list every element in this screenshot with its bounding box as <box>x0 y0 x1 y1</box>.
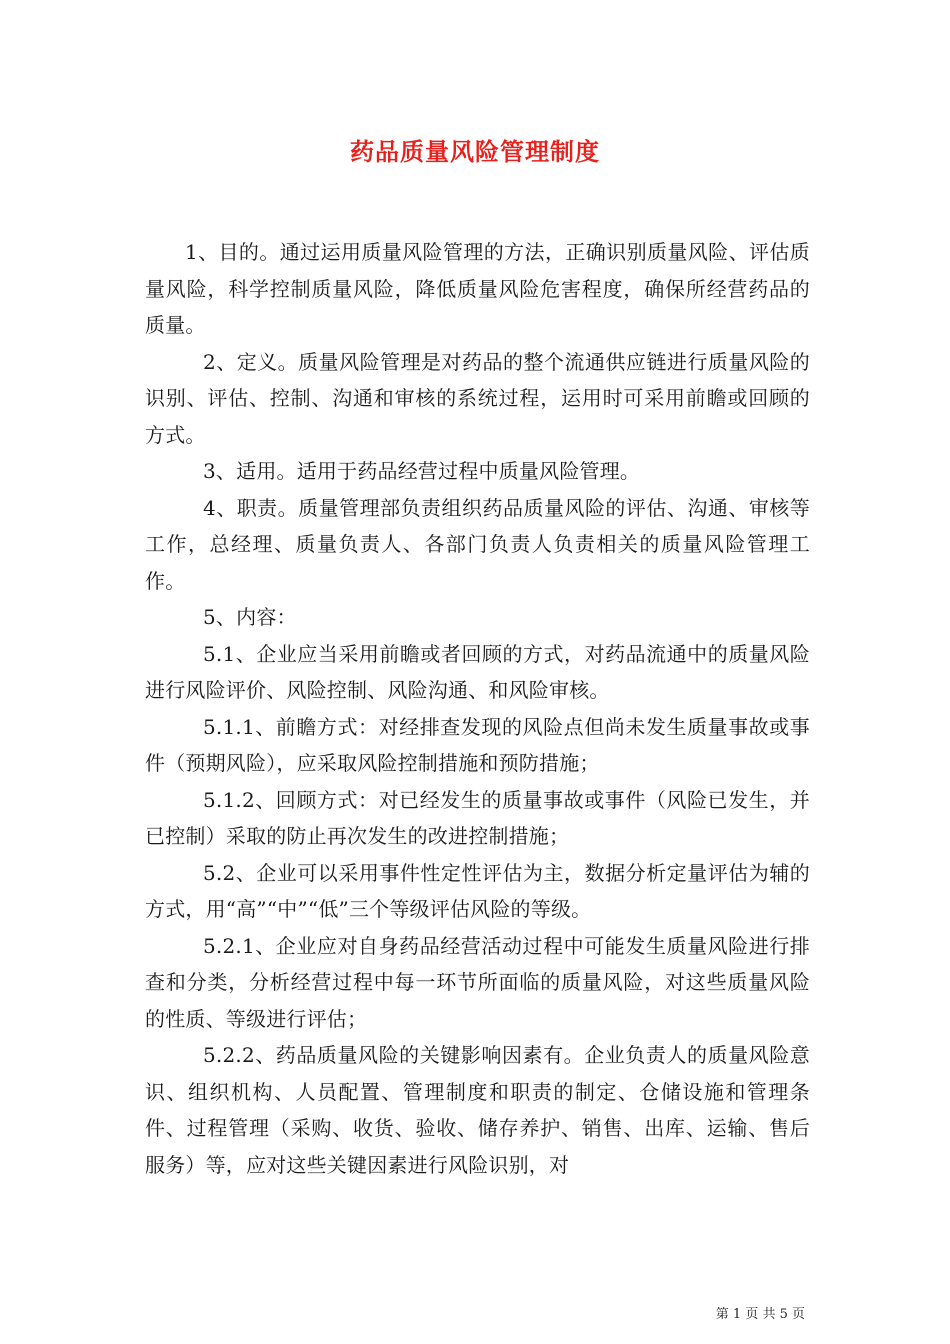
paragraph-purpose: 1、目的。通过运用质量风险管理的方法，正确识别质量风险、评估质量风险，科学控制质量风险，降低质量风险危害程度，确保所经营药品的质量。 <box>145 240 810 337</box>
document-title: 药品质量风险管理制度 <box>350 138 600 166</box>
paragraph-5-1-2: 5.1.2、回顾方式：对已经发生的质量事故或事件（风险已发生，并已控制）采取的防止再次发生的改进控制措施； <box>145 787 810 848</box>
paragraph-responsibility: 4、职责。质量管理部负责组织药品质量风险的评估、沟通、审核等工作，总经理、质量负责人、各部门负责人负责相关的质量风险管理工作。 <box>145 495 810 593</box>
page-number-footer: 第 1 页 共 5 页 <box>715 1307 805 1322</box>
paragraph-definition: 2、定义。质量风险管理是对药品的整个流通供应链进行质量风险的识别、评估、控制、沟通和审核的系统过程，运用时可采用前瞻或回顾的方式。 <box>145 349 810 447</box>
paragraph-5-1-1: 5.1.1、前瞻方式：对经排查发现的风险点但尚未发生质量事故或事件（预期风险），应采取风险控制措施和预防措施； <box>145 714 810 775</box>
paragraph-5-2: 5.2、企业可以采用事件性定性评估为主，数据分析定量评估为辅的方式，用“高”“中”“低”三个等级评估风险的等级。 <box>145 860 810 921</box>
document-body <box>145 234 810 1183</box>
paragraph-scope: 3、适用。适用于药品经营过程中质量风险管理。 <box>203 459 641 483</box>
paragraph-5-1: 5.1、企业应当采用前瞻或者回顾的方式，对药品流通中的质量风险进行风险评价、风险控制、风险沟通、和风险审核。 <box>145 641 810 702</box>
paragraph-5-2-1: 5.2.1、企业应对自身药品经营活动过程中可能发生质量风险进行排查和分类，分析经营过程中每一环节所面临的质量风险，对这些质量风险的性质、等级进行评估； <box>145 933 810 1031</box>
paragraph-5-2-2: 5.2.2、药品质量风险的关键影响因素有。企业负责人的质量风险意识、组织机构、人员配置、管理制度和职责的制定、仓储设施和管理条件、过程管理（采购、收货、验收、储存养护、销售、出库、运输、售后服务）等，应对这些关键因素进行风险识别，对 <box>145 1043 810 1177</box>
paragraph-content-heading: 5、内容： <box>203 605 297 629</box>
